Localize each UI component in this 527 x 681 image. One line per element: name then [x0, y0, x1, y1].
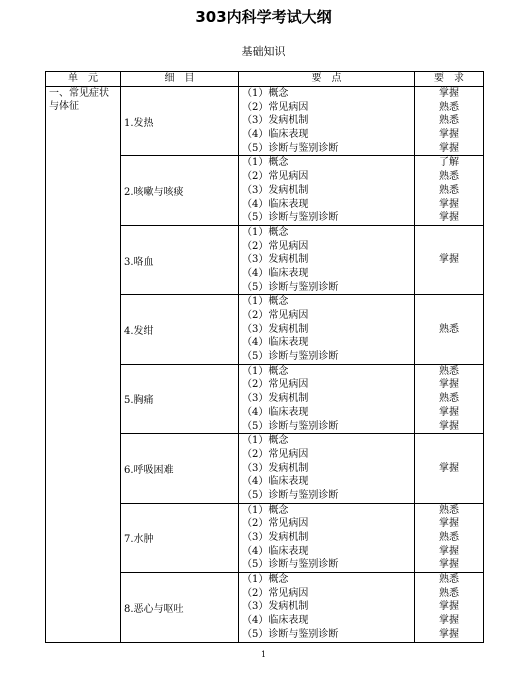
requirement-item: 熟悉 — [439, 587, 459, 599]
point-item: （1）概念 — [242, 504, 289, 516]
requirement-cell — [415, 573, 484, 642]
requirement-item: 掌握 — [439, 518, 459, 530]
detail-cell: 7.水肿 — [121, 503, 239, 572]
point-item: （4）临床表现 — [242, 267, 309, 279]
point-item: （5）诊断与鉴别诊断 — [242, 212, 339, 224]
point-item: （5）诊断与鉴别诊断 — [242, 420, 339, 432]
point-item: （5）诊断与鉴别诊断 — [242, 559, 339, 571]
detail-cell: 1.发热 — [121, 87, 239, 156]
requirement-item: 熟悉 — [439, 101, 459, 113]
point-item: （1）概念 — [242, 574, 289, 586]
point-item: （2）常见病因 — [242, 587, 309, 599]
detail-cell: 4.发绀 — [121, 295, 239, 364]
point-item: （1）概念 — [242, 88, 289, 99]
points-cell — [239, 225, 415, 294]
requirement-item: 掌握 — [439, 462, 459, 474]
points-cell — [239, 434, 415, 503]
requirement-item: 熟悉 — [439, 115, 459, 127]
point-item: （5）诊断与鉴别诊断 — [242, 281, 339, 293]
requirement-item: 掌握 — [439, 615, 459, 627]
point-item: （2）常见病因 — [242, 240, 309, 252]
point-item: （4）临床表现 — [242, 615, 309, 627]
detail-cell: 8.恶心与呕吐 — [121, 573, 239, 642]
requirement-item: 掌握 — [439, 379, 459, 391]
requirement-item: 掌握 — [439, 142, 459, 154]
detail-cell: 6.呼吸困难 — [121, 434, 239, 503]
detail-cell: 2.咳嗽与咳痰 — [121, 156, 239, 225]
requirement-cell — [415, 225, 484, 294]
point-item: （3）发病机制 — [242, 323, 309, 335]
point-item: （5）诊断与鉴别诊断 — [242, 628, 339, 640]
requirement-item: 掌握 — [439, 559, 459, 571]
header-requirement: 要 求 — [415, 72, 484, 87]
point-item: （5）诊断与鉴别诊断 — [242, 489, 339, 501]
point-item: （2）常见病因 — [242, 310, 309, 321]
unit-cell: 一、常见症状与体征 — [46, 87, 121, 643]
points-cell — [239, 295, 415, 364]
requirement-cell — [415, 503, 484, 572]
page-number: 1 — [260, 650, 267, 659]
point-item: （3）发病机制 — [242, 115, 309, 127]
point-item: （4）临床表现 — [242, 545, 309, 557]
requirement-cell — [415, 295, 484, 364]
points-cell — [239, 573, 415, 642]
point-item: （2）常见病因 — [242, 379, 309, 391]
detail-cell: 3.咯血 — [121, 225, 239, 294]
point-item: （3）发病机制 — [242, 184, 309, 196]
header-detail: 细 目 — [121, 72, 239, 87]
point-item: （4）临床表现 — [242, 337, 309, 349]
point-item: （2）常见病因 — [242, 171, 309, 183]
requirement-item: 熟悉 — [439, 323, 459, 335]
point-item: （1）概念 — [242, 296, 289, 308]
points-cell — [239, 87, 415, 156]
requirement-item: 掌握 — [439, 628, 459, 640]
requirement-item: 掌握 — [439, 420, 459, 432]
requirement-item: 掌握 — [439, 129, 459, 141]
point-item: （1）概念 — [242, 365, 289, 377]
requirement-cell — [415, 364, 484, 433]
point-item: （2）常见病因 — [242, 518, 309, 530]
table-body — [46, 87, 484, 643]
requirement-item: 熟悉 — [439, 365, 459, 377]
point-item: （1）概念 — [242, 157, 289, 169]
requirement-item: 掌握 — [439, 254, 459, 266]
point-item: （5）诊断与鉴别诊断 — [242, 142, 339, 154]
point-item: （4）临床表现 — [242, 198, 309, 210]
point-item: （3）发病机制 — [242, 462, 309, 474]
requirement-item: 掌握 — [439, 198, 459, 210]
requirement-item: 熟悉 — [439, 532, 459, 543]
point-item: （2）常见病因 — [242, 448, 309, 460]
header-unit: 单 元 — [46, 72, 121, 87]
table-header-row — [46, 72, 484, 87]
requirement-item: 掌握 — [439, 406, 459, 418]
point-item: （4）临床表现 — [242, 129, 309, 141]
point-item: （5）诊断与鉴别诊断 — [242, 351, 339, 363]
page-title: 303内科学考试大纲 — [195, 8, 332, 26]
requirement-item: 熟悉 — [439, 171, 459, 183]
syllabus-table — [45, 71, 484, 643]
detail-cell: 5.胸痛 — [121, 364, 239, 433]
point-item: （3）发病机制 — [242, 601, 309, 613]
point-item: （4）临床表现 — [242, 476, 309, 488]
requirement-item: 熟悉 — [439, 393, 459, 405]
point-item: （1）概念 — [242, 435, 289, 447]
point-item: （3）发病机制 — [242, 393, 309, 405]
requirement-cell — [415, 87, 484, 156]
point-item: （1）概念 — [242, 226, 289, 238]
points-cell — [239, 364, 415, 433]
point-item: （4）临床表现 — [242, 406, 309, 418]
requirement-item: 掌握 — [439, 212, 459, 224]
requirement-item: 熟悉 — [439, 184, 459, 196]
requirement-item: 了解 — [439, 157, 459, 169]
table-row — [46, 87, 484, 156]
requirement-cell — [415, 434, 484, 503]
header-points: 要 点 — [239, 72, 415, 87]
requirement-item: 熟悉 — [439, 504, 459, 516]
requirement-cell — [415, 156, 484, 225]
requirement-item: 掌握 — [439, 88, 459, 99]
page-subtitle: 基础知识 — [241, 45, 286, 58]
requirement-item: 掌握 — [439, 601, 459, 613]
point-item: （3）发病机制 — [242, 532, 309, 543]
point-item: （2）常见病因 — [242, 101, 309, 113]
point-item: （3）发病机制 — [242, 254, 309, 266]
requirement-item: 熟悉 — [439, 574, 459, 586]
points-cell — [239, 156, 415, 225]
requirement-item: 掌握 — [439, 545, 459, 557]
points-cell — [239, 503, 415, 572]
